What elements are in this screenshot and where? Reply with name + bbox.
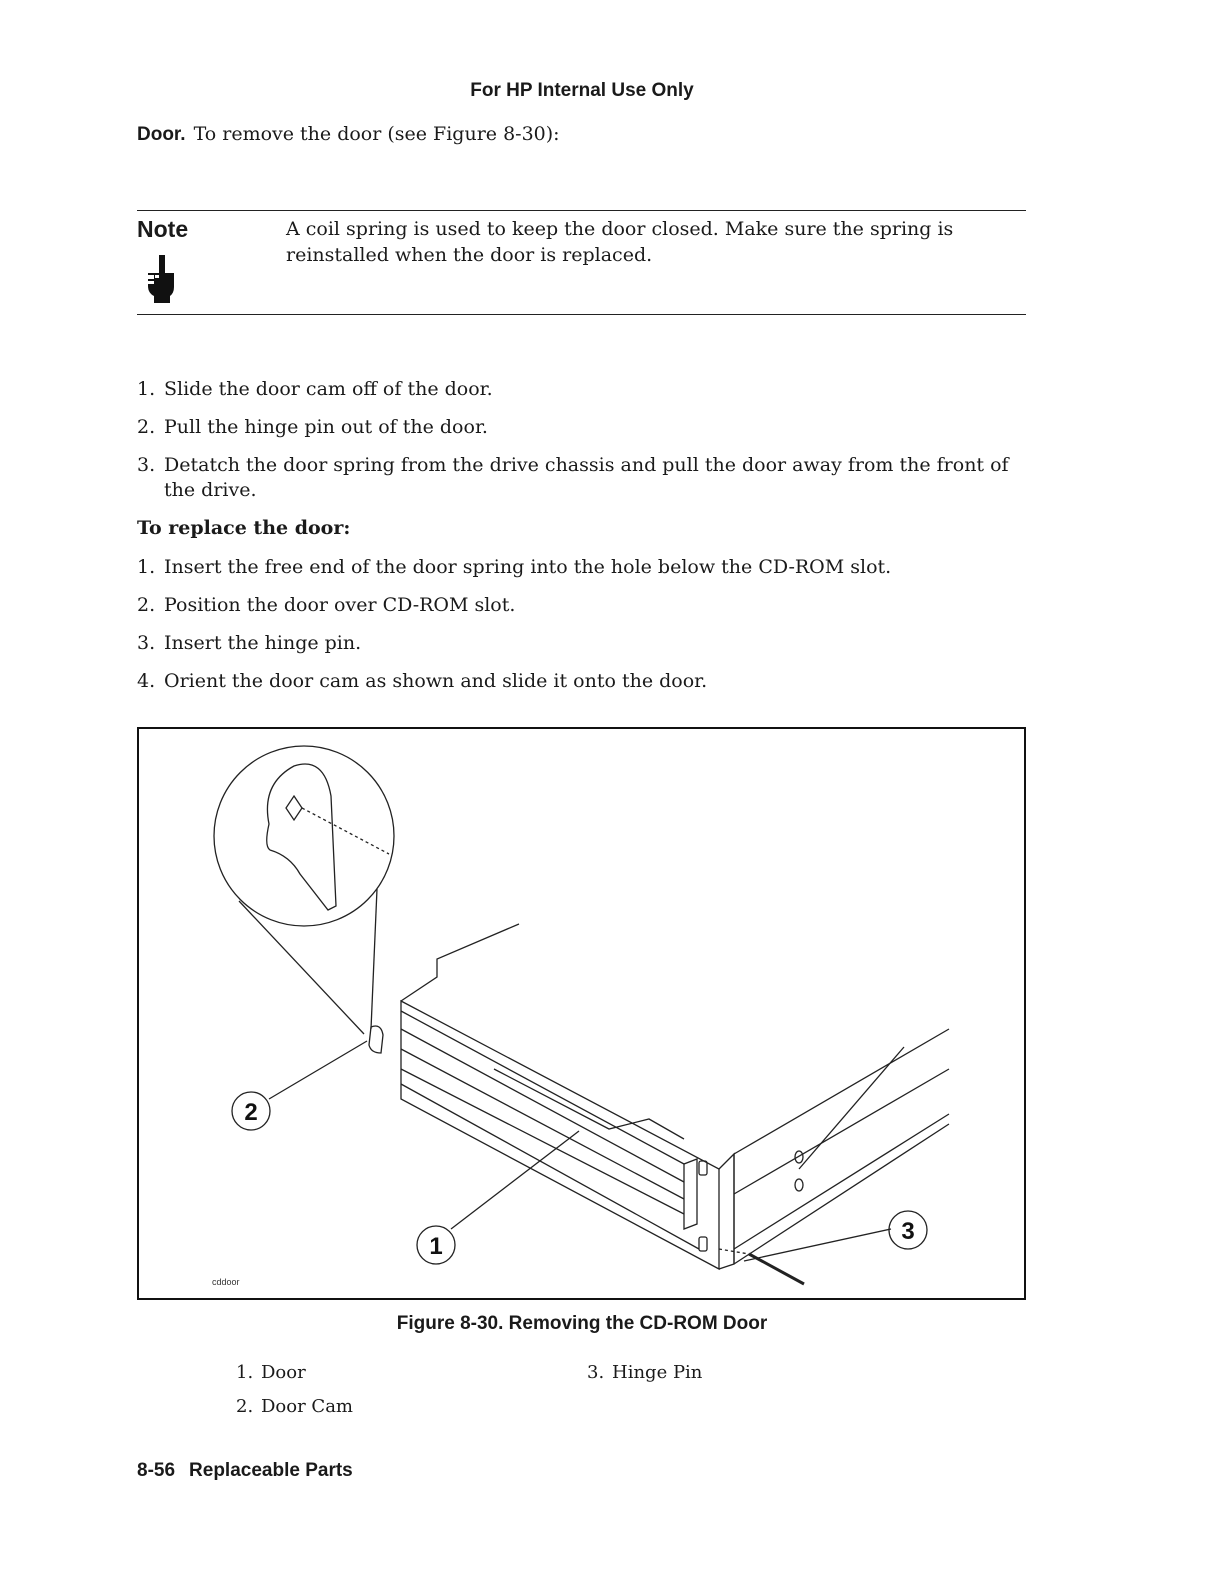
cam-small bbox=[369, 1026, 383, 1053]
chassis-top-edge bbox=[401, 924, 519, 1001]
replace-step bbox=[137, 593, 1027, 618]
step-text: Slide the door cam off of the door. bbox=[164, 378, 493, 400]
note-top-rule bbox=[137, 210, 1026, 211]
replace-heading: To replace the door: bbox=[137, 517, 351, 539]
intro-line bbox=[137, 123, 560, 146]
step-number: 2. bbox=[137, 594, 156, 616]
callout-3-label: 3 bbox=[901, 1218, 915, 1245]
legend-text: Hinge Pin bbox=[612, 1362, 703, 1383]
remove-step bbox=[137, 415, 1027, 440]
figure-code: cddoor bbox=[212, 1277, 240, 1287]
figure-caption: Figure 8-30. Removing the CD-ROM Door bbox=[396, 1313, 768, 1334]
replace-step bbox=[137, 669, 1027, 694]
door-cam-detail bbox=[267, 764, 336, 910]
legend-number: 1. bbox=[236, 1362, 254, 1383]
step-number: 4. bbox=[137, 670, 156, 692]
replace-step bbox=[137, 555, 1027, 580]
page-header: For HP Internal Use Only bbox=[470, 80, 694, 101]
legend-text: Door Cam bbox=[261, 1396, 354, 1417]
step-number: 2. bbox=[137, 416, 156, 438]
step-text: Insert the free end of the door spring into the hole below the CD-ROM slot. bbox=[164, 556, 892, 578]
intro-lead: Door. bbox=[137, 124, 186, 145]
door-end bbox=[684, 1159, 697, 1229]
remove-step bbox=[137, 453, 1027, 503]
legend-text: Door bbox=[261, 1362, 306, 1383]
step-text: Orient the door cam as shown and slide it onto the door. bbox=[164, 670, 708, 692]
legend-item bbox=[587, 1362, 702, 1383]
legend-item bbox=[236, 1362, 306, 1383]
step-number: 3. bbox=[137, 632, 156, 654]
cam-diamond bbox=[286, 796, 302, 820]
callout-2-label: 2 bbox=[244, 1099, 258, 1126]
page-number: 8-56 bbox=[137, 1460, 176, 1481]
cdrom-door-illustration bbox=[139, 729, 1028, 1302]
pointing-hand-icon bbox=[142, 253, 178, 303]
legend-number: 2. bbox=[236, 1396, 254, 1417]
intro-text: To remove the door (see Figure 8-30): bbox=[193, 123, 560, 145]
step-number: 1. bbox=[137, 556, 156, 578]
magnifier-circle bbox=[214, 746, 394, 926]
step-text: Detatch the door spring from the drive chassis and pull the door away from the front of the drive. bbox=[164, 454, 1009, 501]
step-text: Insert the hinge pin. bbox=[164, 632, 362, 654]
step-text: Pull the hinge pin out of the door. bbox=[164, 416, 488, 438]
legend-item bbox=[236, 1396, 353, 1417]
step-number: 1. bbox=[137, 378, 156, 400]
remove-step bbox=[137, 377, 1027, 402]
legend-number: 3. bbox=[587, 1362, 605, 1383]
page-footer bbox=[137, 1460, 353, 1482]
figure-frame bbox=[137, 727, 1026, 1300]
note-label: Note bbox=[137, 216, 189, 242]
note-bottom-rule bbox=[137, 314, 1026, 315]
note-text: A coil spring is used to keep the door closed. Make sure the spring is reinstalled when the door is replaced. bbox=[286, 218, 954, 266]
chassis-front bbox=[401, 1001, 719, 1269]
step-text: Position the door over CD-ROM slot. bbox=[164, 594, 516, 616]
callout-1-label: 1 bbox=[429, 1233, 443, 1260]
step-number: 3. bbox=[137, 454, 156, 476]
replace-step bbox=[137, 631, 1027, 656]
section-title: Replaceable Parts bbox=[189, 1460, 353, 1481]
